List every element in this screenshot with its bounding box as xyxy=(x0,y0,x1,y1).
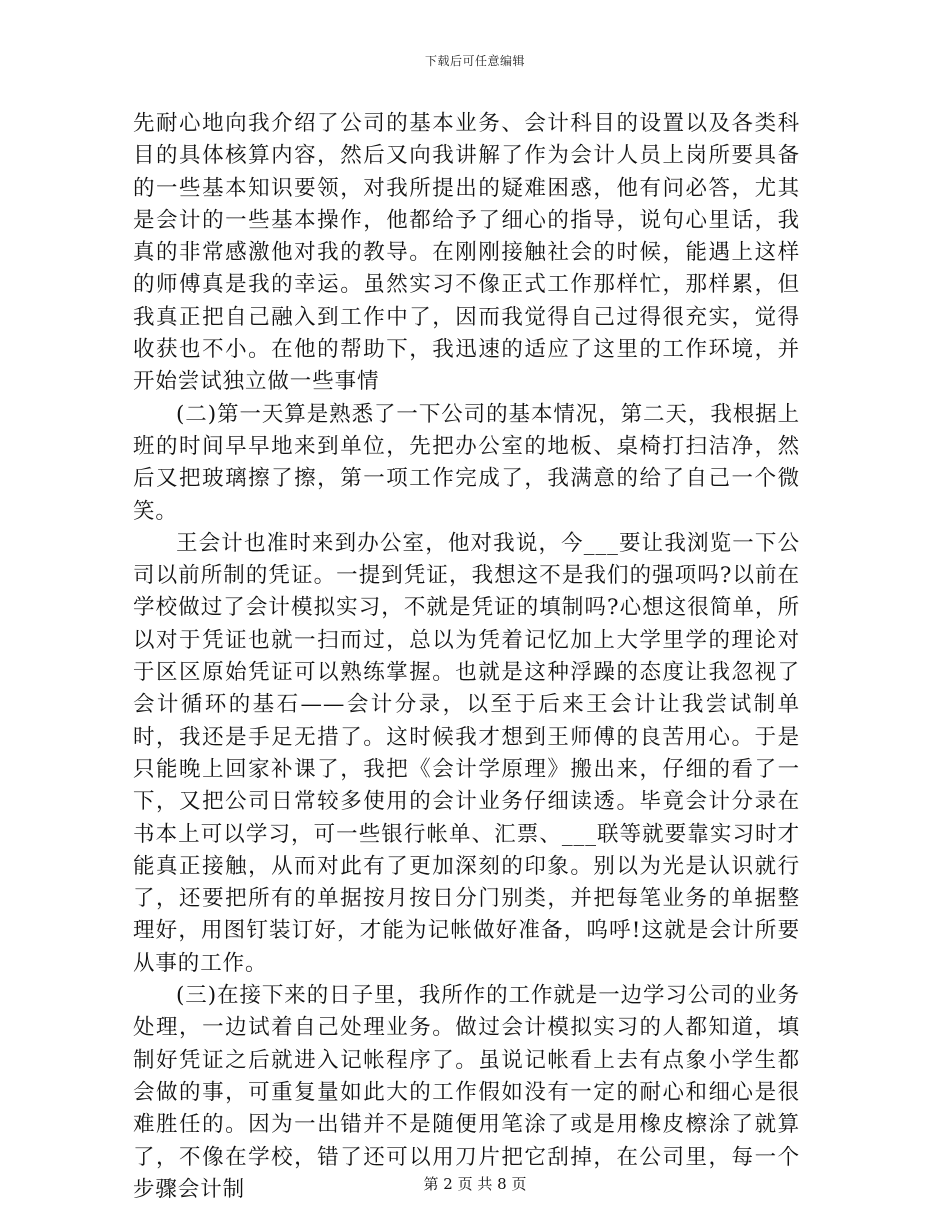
document-body xyxy=(133,108,800,1206)
paragraph-1: 先耐心地向我介绍了公司的基本业务、会计科目的设置以及各类科目的具体核算内容，然后又向我讲解了作为会计人员上岗所要具备的一些基本知识要领，对我所提出的疑难困惑，他有问必答，尤其是会计的一些基本操作，他都给予了细心的指导，说句心里话，我真的非常感激他对我的教导。在刚刚接触社会的时候，能遇上这样的师傅真是我的幸运。虽然实习不像正式工作那样忙，那样累，但我真正把自己融入到工作中了，因而我觉得自己过得很充实，觉得收获也不小。在他的帮助下，我迅速的适应了这里的工作环境，并开始尝试独立做一些事情 xyxy=(133,111,800,395)
paragraph-4: (三)在接下来的日子里，我所作的工作就是一边学习公司的业务处理，一边试着自己处理业务。做过会计模拟实习的人都知道，填制好凭证之后就进入记帐程序了。虽说记帐看上去有点象小学生都会做的事，可重复量如此大的工作假如没有一定的耐心和细心是很难胜任的。因为一出错并不是随便用笔涂了或是用橡皮檫涂了就算了，不像在学校，错了还可以用刀片把它刮掉，在公司里，每一个步骤会计制 xyxy=(133,983,800,1202)
paragraph-2: (二)第一天算是熟悉了一下公司的基本情况，第二天，我根据上班的时间早早地来到单位，先把办公室的地板、桌椅打扫洁净，然后又把玻璃擦了擦，第一项工作完成了，我满意的给了自己一个微笑。 xyxy=(133,401,800,524)
paragraph-3: 王会计也准时来到办公室，他对我说，今___要让我浏览一下公司以前所制的凭证。一提到凭证，我想这不是我们的强项吗?以前在学校做过了会计模拟实习，不就是凭证的填制吗?心想这很简单，所以对于凭证也就一扫而过，总以为凭着记忆加上大学里学的理论对于区区原始凭证可以熟练掌握。也就是这种浮躁的态度让我忽视了会计循环的基石——会计分录，以至于后来王会计让我尝试制单时，我还是手足无措了。这时候我才想到王师傅的良苦用心。于是只能晚上回家补课了，我把《会计学原理》搬出来，仔细的看了一下，又把公司日常较多使用的会计业务仔细读透。毕竟会计分录在书本上可以学习，可一些银行帐单、汇票、___联等就要靠实习时才能真正接触，从而对此有了更加深刻的印象。别以为光是认识就行了，还要把所有的单据按月按日分门别类，并把每笔业务的单据整理好，用图钉装订好，才能为记帐做好准备，呜呼!这就是会计所要从事的工作。 xyxy=(133,530,800,976)
page-number: 第 2 页 共 8 页 xyxy=(423,1175,527,1193)
page-header-note: 下载后可任意编辑 xyxy=(424,54,525,68)
